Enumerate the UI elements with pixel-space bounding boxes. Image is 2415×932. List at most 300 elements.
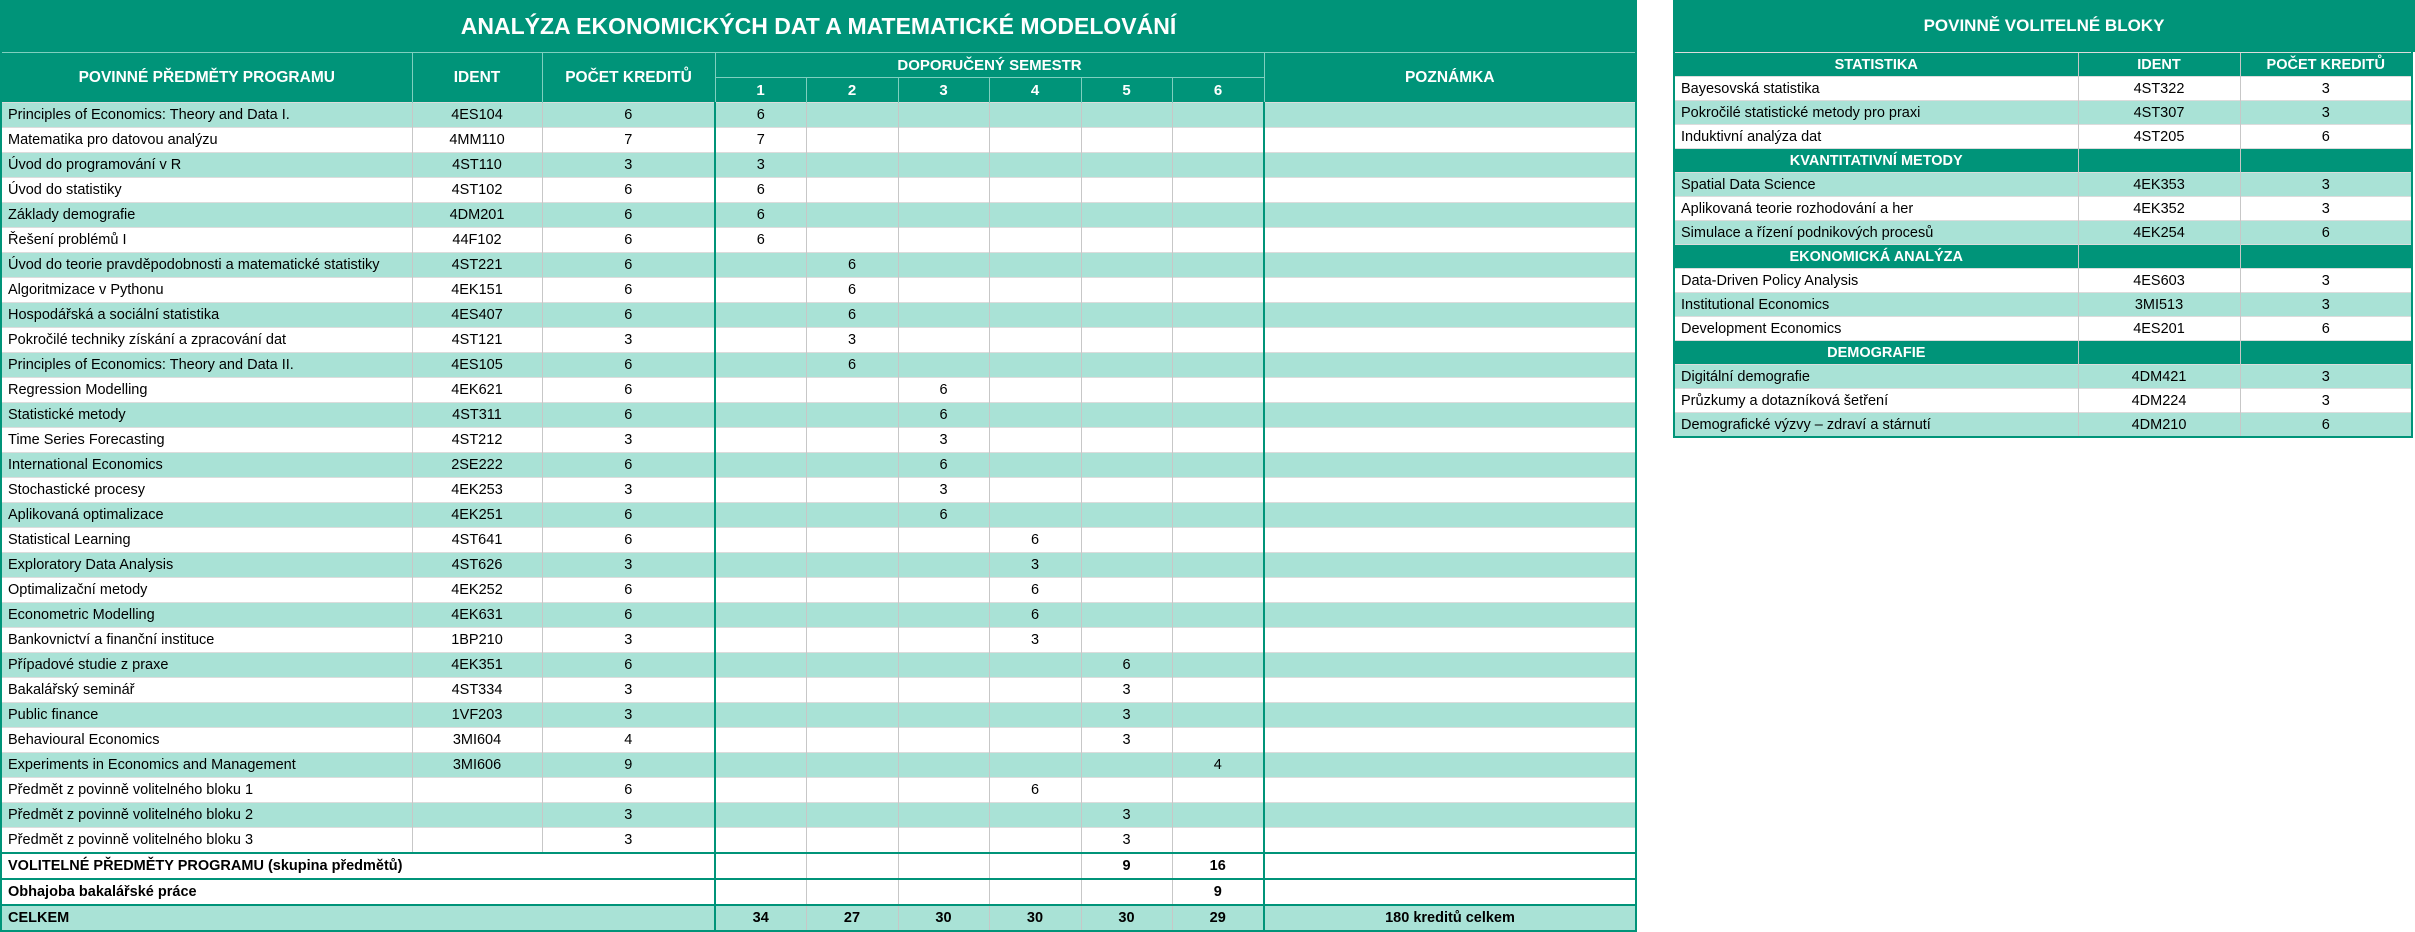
course-credits: 9 [542,753,715,778]
semester-cell-2 [806,653,898,678]
header-note: POZNÁMKA [1264,53,1636,103]
summary-row [1,853,1636,879]
course-ident: 4ST641 [412,528,542,553]
semester-cell-1: 6 [715,178,806,203]
course-credits: 4 [542,728,715,753]
semester-cell-5 [1081,153,1172,178]
course-name: Principles of Economics: Theory and Data I. [1,103,412,128]
block-course-credits: 3 [2240,197,2412,221]
course-ident: 4ES407 [412,303,542,328]
block-course-ident: 3MI513 [2078,293,2240,317]
semester-cell-3 [898,628,989,653]
block-group-header [1674,149,2412,173]
semester-cell-3: 3 [898,478,989,503]
course-name: Matematika pro datovou analýzu [1,128,412,153]
semester-cell-5 [1081,203,1172,228]
semester-cell-6 [1172,428,1264,453]
course-name: Principles of Economics: Theory and Data II. [1,353,412,378]
summary-semester-6: 9 [1172,879,1264,905]
course-note [1264,203,1636,228]
semester-cell-1 [715,303,806,328]
semester-cell-5: 3 [1081,828,1172,854]
semester-cell-4 [989,153,1081,178]
course-ident: 4ES104 [412,103,542,128]
course-credits: 6 [542,253,715,278]
semester-cell-3 [898,678,989,703]
summary-note [1264,853,1636,879]
semester-cell-6 [1172,803,1264,828]
course-credits: 6 [542,403,715,428]
block-course-ident: 4ST307 [2078,101,2240,125]
block-empty-header [2078,149,2240,173]
semester-cell-1 [715,728,806,753]
course-ident: 4ST212 [412,428,542,453]
course-ident: 1VF203 [412,703,542,728]
semester-cell-3 [898,328,989,353]
block-course-name: Aplikovaná teorie rozhodování a her [1674,197,2078,221]
course-name: Bakalářský seminář [1,678,412,703]
semester-cell-6 [1172,578,1264,603]
summary-semester-1 [715,879,806,905]
summary-label: CELKEM [1,905,715,931]
block-row [1674,293,2412,317]
course-row [1,203,1636,228]
course-ident: 4ST110 [412,153,542,178]
semester-cell-3 [898,253,989,278]
semester-cell-5 [1081,303,1172,328]
semester-header-3: 3 [898,78,989,103]
block-group-header [1674,53,2412,77]
course-row [1,753,1636,778]
course-credits: 6 [542,103,715,128]
semester-cell-5 [1081,628,1172,653]
semester-cell-6 [1172,278,1264,303]
semester-cell-3 [898,153,989,178]
semester-cell-1: 6 [715,203,806,228]
semester-cell-2 [806,628,898,653]
course-name: Řešení problémů I [1,228,412,253]
semester-cell-2: 6 [806,278,898,303]
semester-cell-6 [1172,528,1264,553]
block-group-name: STATISTIKA [1674,53,2078,77]
semester-cell-6 [1172,378,1264,403]
course-credits: 3 [542,703,715,728]
course-name: Předmět z povinně volitelného bloku 3 [1,828,412,854]
course-name: Případové studie z praxe [1,653,412,678]
semester-cell-6 [1172,678,1264,703]
semester-cell-5 [1081,478,1172,503]
course-ident: 2SE222 [412,453,542,478]
semester-cell-3: 6 [898,453,989,478]
block-group-name: KVANTITATIVNÍ METODY [1674,149,2078,173]
semester-cell-2 [806,778,898,803]
semester-cell-2 [806,128,898,153]
course-row [1,803,1636,828]
semester-cell-4 [989,403,1081,428]
course-name: Time Series Forecasting [1,428,412,453]
semester-cell-6 [1172,478,1264,503]
semester-cell-3 [898,303,989,328]
course-row [1,528,1636,553]
semester-cell-5 [1081,353,1172,378]
course-row [1,703,1636,728]
block-course-ident: 4DM224 [2078,389,2240,413]
course-row [1,553,1636,578]
semester-cell-1 [715,328,806,353]
summary-note: 180 kreditů celkem [1264,905,1636,931]
course-note [1264,403,1636,428]
block-row [1674,125,2412,149]
semester-cell-6 [1172,328,1264,353]
semester-cell-1: 3 [715,153,806,178]
course-note [1264,153,1636,178]
course-row [1,453,1636,478]
block-course-name: Pokročilé statistické metody pro praxi [1674,101,2078,125]
semester-cell-4 [989,453,1081,478]
semester-cell-2 [806,528,898,553]
course-ident: 4EK621 [412,378,542,403]
semester-cell-3: 6 [898,403,989,428]
course-note [1264,503,1636,528]
course-name: Hospodářská a sociální statistika [1,303,412,328]
semester-cell-4 [989,828,1081,854]
block-course-name: Development Economics [1674,317,2078,341]
course-note [1264,228,1636,253]
block-row [1674,77,2412,101]
semester-cell-5 [1081,378,1172,403]
course-ident [412,828,542,854]
semester-cell-6: 4 [1172,753,1264,778]
semester-cell-4: 3 [989,553,1081,578]
summary-semester-1: 34 [715,905,806,931]
course-row [1,603,1636,628]
semester-cell-1 [715,503,806,528]
semester-cell-2 [806,728,898,753]
course-row [1,578,1636,603]
course-row [1,828,1636,854]
semester-cell-3 [898,203,989,228]
block-course-credits: 3 [2240,77,2412,101]
block-empty-header [2240,149,2412,173]
semester-cell-4 [989,653,1081,678]
semester-cell-3 [898,603,989,628]
semester-header-4: 4 [989,78,1081,103]
semester-cell-5 [1081,778,1172,803]
block-empty-header [2240,245,2412,269]
course-note [1264,253,1636,278]
semester-cell-1 [715,528,806,553]
elective-blocks-table [1673,52,2413,438]
course-credits: 6 [542,603,715,628]
block-row [1674,173,2412,197]
header-credits: POČET KREDITŮ [542,53,715,103]
semester-cell-3 [898,553,989,578]
course-row [1,253,1636,278]
semester-cell-6 [1172,628,1264,653]
course-row [1,503,1636,528]
semester-cell-4: 6 [989,578,1081,603]
semester-cell-1 [715,578,806,603]
summary-semester-4 [989,879,1081,905]
semester-cell-4 [989,103,1081,128]
main-title: ANALÝZA EKONOMICKÝCH DAT A MATEMATICKÉ MODELOVÁNÍ [0,0,1637,52]
summary-semester-1 [715,853,806,879]
semester-cell-1 [715,403,806,428]
block-course-credits: 3 [2240,365,2412,389]
summary-semester-3 [898,853,989,879]
course-note [1264,103,1636,128]
summary-semester-5: 9 [1081,853,1172,879]
course-credits: 6 [542,378,715,403]
semester-cell-3 [898,703,989,728]
courses-table [0,52,1637,932]
course-name: Pokročilé techniky získání a zpracování dat [1,328,412,353]
course-row [1,353,1636,378]
semester-cell-2: 6 [806,353,898,378]
block-course-ident: 4ES201 [2078,317,2240,341]
elective-blocks-title: POVINNĚ VOLITELNÉ BLOKY [1673,0,2415,52]
semester-cell-1 [715,478,806,503]
semester-cell-2 [806,428,898,453]
block-course-name: Data-Driven Policy Analysis [1674,269,2078,293]
course-note [1264,353,1636,378]
block-course-credits: 6 [2240,125,2412,149]
semester-cell-5 [1081,103,1172,128]
course-credits: 3 [542,678,715,703]
semester-cell-2 [806,103,898,128]
summary-row [1,905,1636,931]
course-ident: 4EK151 [412,278,542,303]
course-row [1,328,1636,353]
course-credits: 7 [542,128,715,153]
course-row [1,403,1636,428]
block-course-name: Simulace a řízení podnikových procesů [1674,221,2078,245]
semester-cell-6 [1172,128,1264,153]
course-note [1264,678,1636,703]
block-row [1674,365,2412,389]
block-empty-header [2078,245,2240,269]
semester-cell-1: 7 [715,128,806,153]
block-course-credits: 3 [2240,293,2412,317]
block-row [1674,101,2412,125]
semester-cell-3 [898,353,989,378]
semester-cell-4 [989,228,1081,253]
semester-cell-3: 3 [898,428,989,453]
block-course-ident: 4DM210 [2078,413,2240,438]
semester-cell-5 [1081,453,1172,478]
semester-cell-2 [806,178,898,203]
semester-cell-5: 3 [1081,703,1172,728]
semester-header-6: 6 [1172,78,1264,103]
semester-cell-3 [898,728,989,753]
semester-cell-4 [989,203,1081,228]
course-name: Základy demografie [1,203,412,228]
course-ident: 4ST626 [412,553,542,578]
block-row [1674,389,2412,413]
semester-cell-6 [1172,253,1264,278]
course-ident: 4EK351 [412,653,542,678]
semester-cell-2 [806,578,898,603]
block-course-ident: 4EK254 [2078,221,2240,245]
semester-cell-2 [806,603,898,628]
semester-cell-1 [715,703,806,728]
block-ident-header: IDENT [2078,53,2240,77]
summary-label: VOLITELNÉ PŘEDMĚTY PROGRAMU (skupina předmětů) [1,853,715,879]
semester-cell-4 [989,503,1081,528]
course-row [1,378,1636,403]
semester-cell-2 [806,403,898,428]
semester-cell-6 [1172,153,1264,178]
block-row [1674,317,2412,341]
semester-cell-5 [1081,428,1172,453]
course-ident: 4DM201 [412,203,542,228]
course-name: Econometric Modelling [1,603,412,628]
summary-semester-5 [1081,879,1172,905]
semester-cell-4 [989,278,1081,303]
block-course-credits: 3 [2240,173,2412,197]
course-row [1,678,1636,703]
block-course-ident: 4DM421 [2078,365,2240,389]
semester-cell-5 [1081,403,1172,428]
semester-cell-1 [715,678,806,703]
block-course-name: Spatial Data Science [1674,173,2078,197]
semester-cell-2 [806,753,898,778]
course-credits: 6 [542,653,715,678]
semester-cell-1 [715,253,806,278]
course-name: Statistické metody [1,403,412,428]
block-course-name: Bayesovská statistika [1674,77,2078,101]
semester-cell-2 [806,503,898,528]
block-course-name: Induktivní analýza dat [1674,125,2078,149]
course-credits: 3 [542,153,715,178]
course-name: Exploratory Data Analysis [1,553,412,578]
course-row [1,228,1636,253]
course-row [1,103,1636,128]
course-row [1,478,1636,503]
block-credits-header: POČET KREDITŮ [2240,53,2412,77]
course-name: Stochastické procesy [1,478,412,503]
semester-cell-1 [715,378,806,403]
semester-cell-4: 6 [989,528,1081,553]
semester-cell-4 [989,378,1081,403]
semester-cell-3 [898,103,989,128]
course-credits: 6 [542,528,715,553]
semester-cell-6 [1172,778,1264,803]
semester-cell-1 [715,753,806,778]
course-note [1264,478,1636,503]
semester-cell-3 [898,778,989,803]
semester-cell-4 [989,178,1081,203]
summary-semester-3 [898,879,989,905]
semester-cell-5: 3 [1081,678,1172,703]
block-course-name: Institutional Economics [1674,293,2078,317]
course-name: Optimalizační metody [1,578,412,603]
course-ident: 1BP210 [412,628,542,653]
semester-cell-3 [898,128,989,153]
semester-cell-2: 3 [806,328,898,353]
semester-cell-2 [806,153,898,178]
course-credits: 6 [542,353,715,378]
semester-cell-6 [1172,403,1264,428]
semester-cell-5 [1081,753,1172,778]
summary-semester-3: 30 [898,905,989,931]
course-name: Behavioural Economics [1,728,412,753]
course-row [1,153,1636,178]
semester-cell-3 [898,753,989,778]
semester-cell-3 [898,578,989,603]
course-ident: 4ST121 [412,328,542,353]
semester-cell-3 [898,228,989,253]
semester-cell-5 [1081,603,1172,628]
semester-cell-1 [715,778,806,803]
semester-cell-4 [989,678,1081,703]
semester-cell-1 [715,803,806,828]
block-course-name: Digitální demografie [1674,365,2078,389]
course-credits: 6 [542,228,715,253]
semester-cell-6 [1172,353,1264,378]
semester-cell-4 [989,253,1081,278]
semester-cell-5 [1081,128,1172,153]
course-row [1,728,1636,753]
course-credits: 6 [542,203,715,228]
semester-cell-2 [806,228,898,253]
summary-semester-2 [806,853,898,879]
block-course-ident: 4ST322 [2078,77,2240,101]
semester-cell-2 [806,703,898,728]
semester-cell-5 [1081,278,1172,303]
semester-cell-6 [1172,203,1264,228]
course-name: Úvod do programování v R [1,153,412,178]
course-note [1264,653,1636,678]
semester-cell-4 [989,303,1081,328]
block-course-credits: 6 [2240,221,2412,245]
semester-cell-2 [806,803,898,828]
course-row [1,278,1636,303]
course-credits: 6 [542,503,715,528]
block-group-header [1674,245,2412,269]
semester-cell-4: 3 [989,628,1081,653]
semester-cell-2 [806,678,898,703]
course-name: International Economics [1,453,412,478]
course-note [1264,728,1636,753]
semester-cell-5 [1081,553,1172,578]
course-name: Experiments in Economics and Management [1,753,412,778]
course-ident [412,778,542,803]
semester-cell-5: 3 [1081,803,1172,828]
semester-cell-3 [898,278,989,303]
course-credits: 6 [542,303,715,328]
block-row [1674,221,2412,245]
semester-cell-3: 6 [898,503,989,528]
course-credits: 6 [542,778,715,803]
summary-semester-6: 16 [1172,853,1264,879]
semester-cell-1 [715,603,806,628]
semester-cell-4 [989,478,1081,503]
course-row [1,628,1636,653]
summary-row [1,879,1636,905]
course-note [1264,528,1636,553]
course-note [1264,828,1636,854]
block-course-name: Demografické výzvy – zdraví a stárnutí [1674,413,2078,438]
semester-header-2: 2 [806,78,898,103]
course-credits: 3 [542,553,715,578]
course-ident: 4ST334 [412,678,542,703]
block-course-name: Průzkumy a dotazníková šetření [1674,389,2078,413]
semester-cell-4 [989,353,1081,378]
course-name: Public finance [1,703,412,728]
block-course-credits: 6 [2240,317,2412,341]
summary-semester-5: 30 [1081,905,1172,931]
